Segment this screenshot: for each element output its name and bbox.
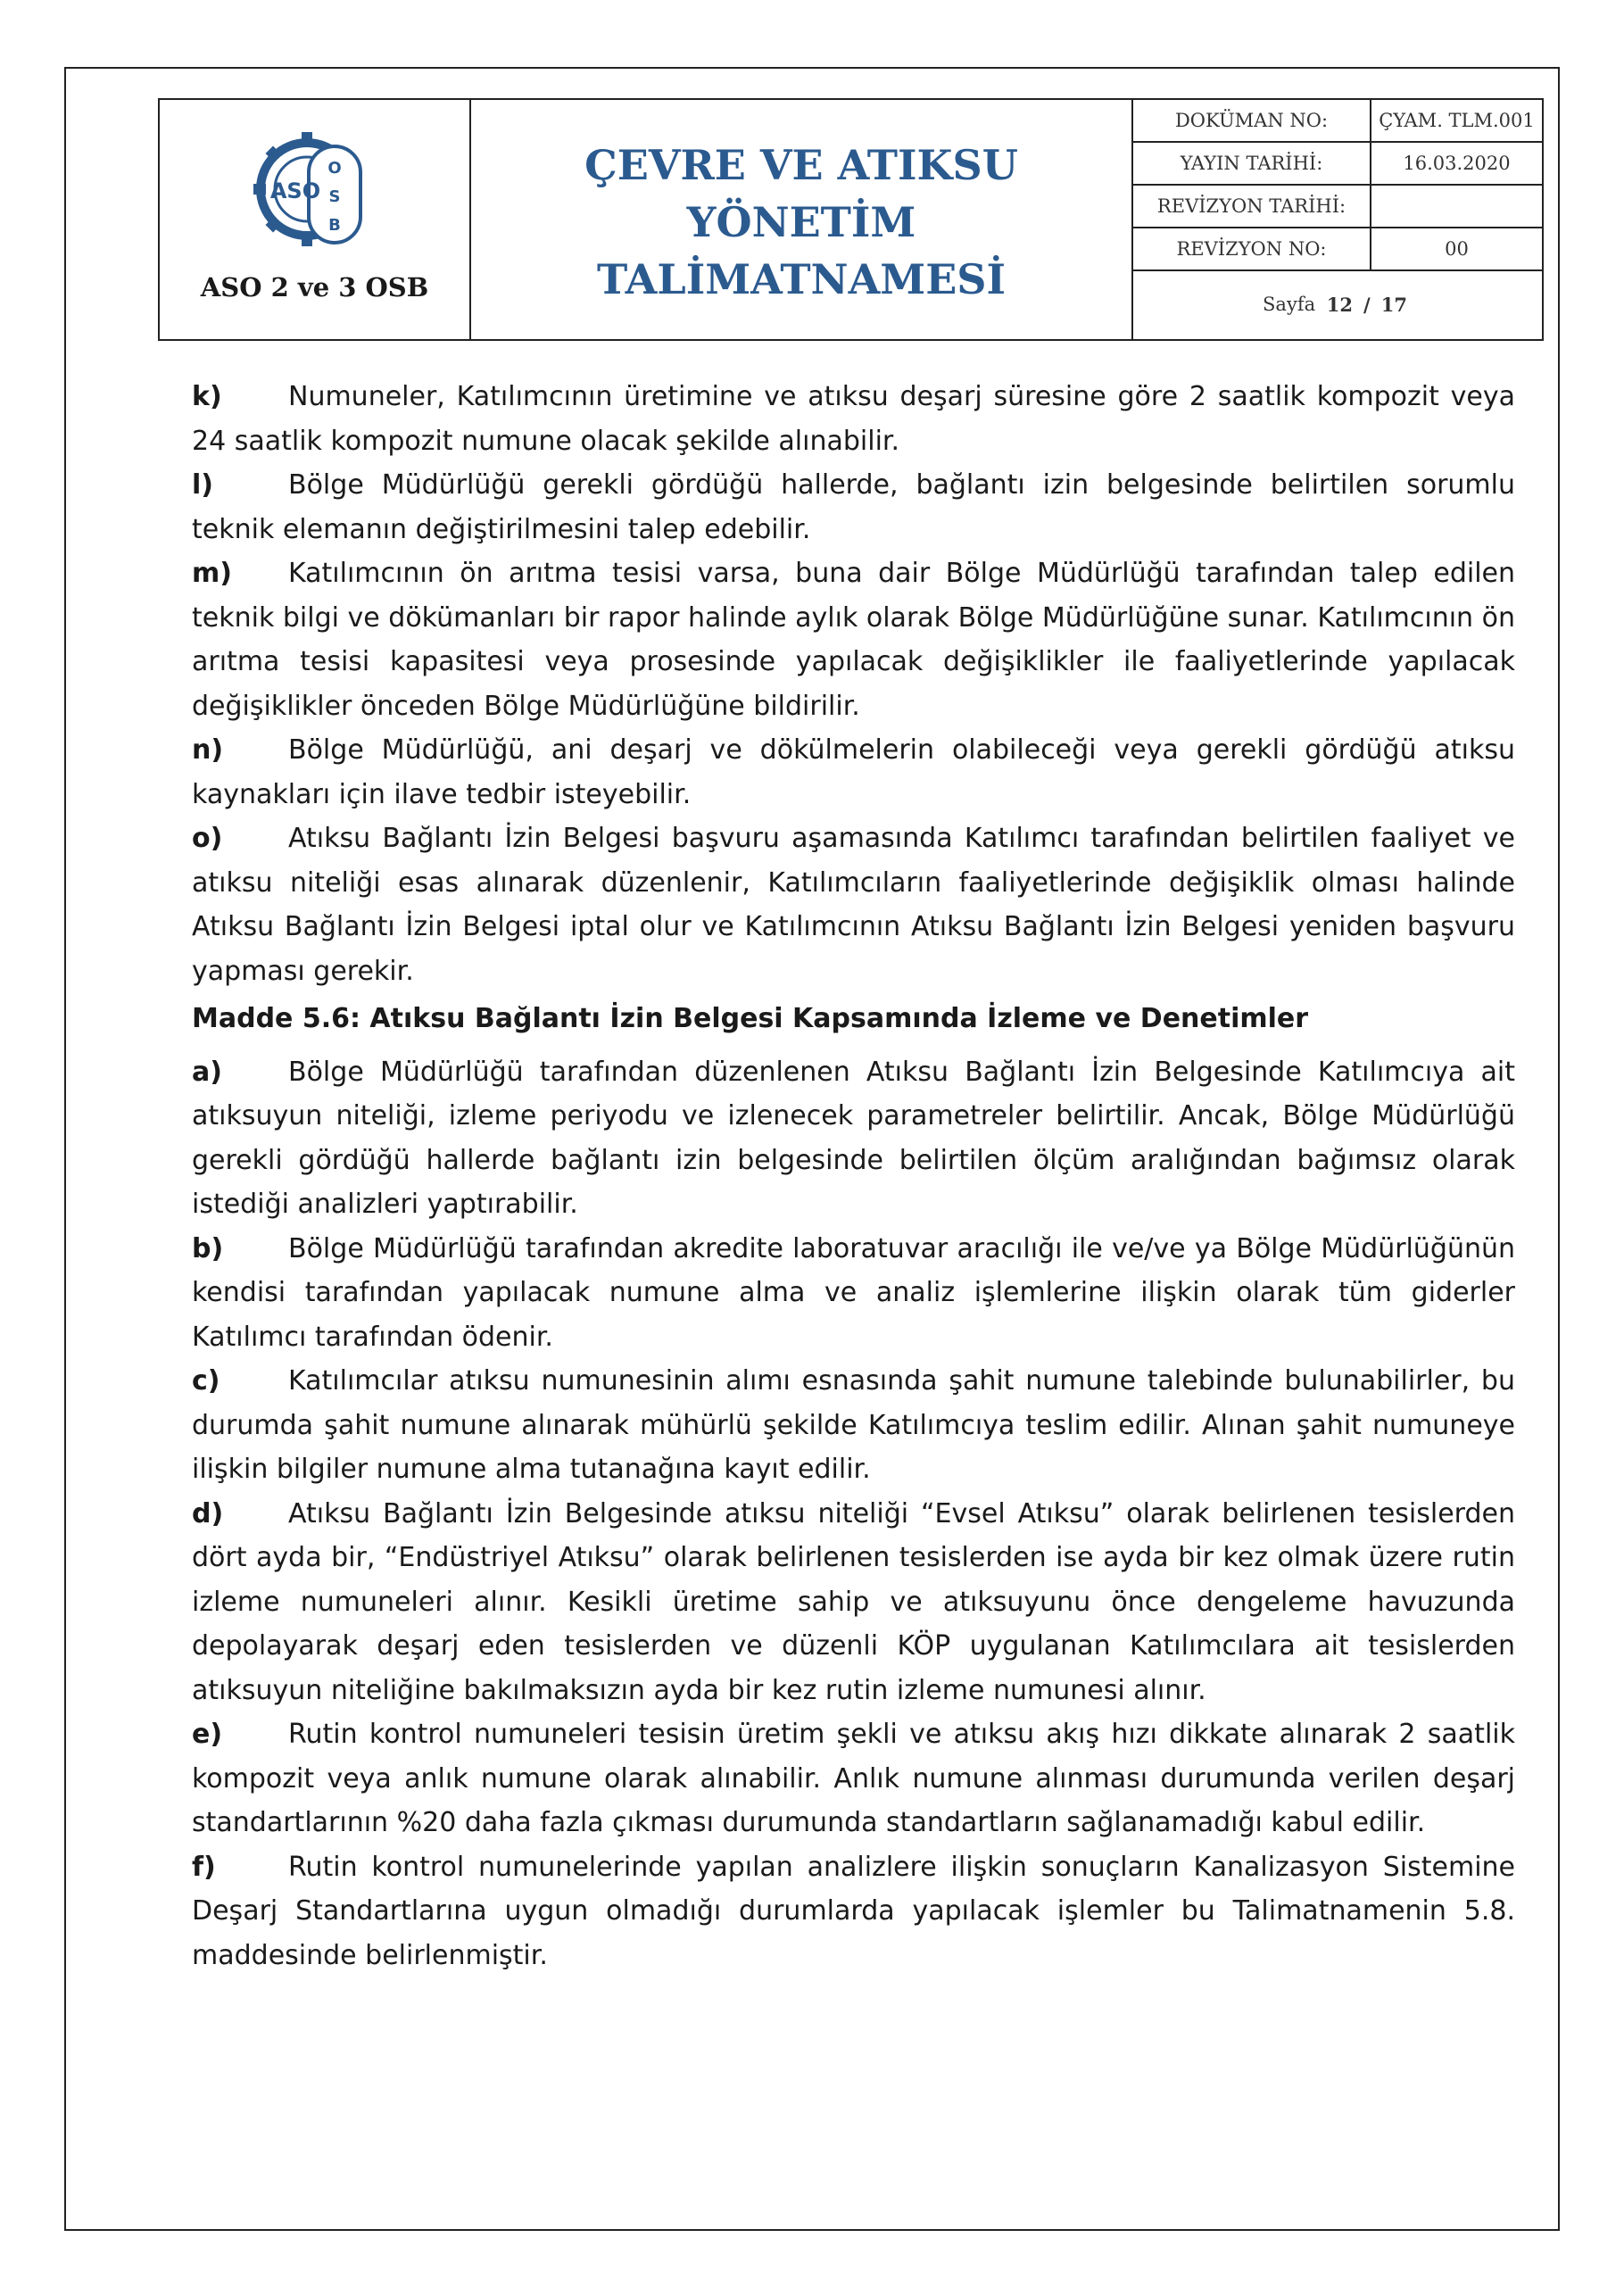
item-text: Atıksu Bağlantı İzin Belgesi başvuru aşamasında Katılımcı tarafından belirtilen faaliyet ve atıksu niteliği esas alınarak düzenlenir, Katılımcıların faaliyetlerinde değişiklik olması halinde Atıksu Bağlantı İzin Belgesi iptal olur ve Katılımcının Atıksu Bağlantı İzin Belgesi yeniden başvuru yapması gerekir. <box>192 823 1515 987</box>
page-separator: / <box>1363 293 1371 316</box>
item-marker: l) <box>192 469 213 501</box>
page-prefix: Sayfa <box>1263 294 1316 315</box>
list-item <box>192 816 1515 993</box>
list-item <box>192 1845 1515 1978</box>
title-cell <box>471 100 1133 339</box>
document-meta <box>1133 100 1542 339</box>
item-marker: m) <box>192 558 232 589</box>
item-marker: o) <box>192 823 223 854</box>
meta-row <box>1133 228 1542 270</box>
meta-label: DOKÜMAN NO: <box>1133 100 1371 142</box>
item-text: Bölge Müdürlüğü, ani deşarj ve dökülmelerin olabileceği veya gerekli gördüğü atıksu kaynakları için ilave tedbir isteyebilir. <box>192 734 1515 810</box>
list-item <box>192 1227 1515 1360</box>
page-current: 12 <box>1326 293 1354 316</box>
item-text: Bölge Müdürlüğü tarafından akredite laboratuvar aracılığı ile ve/ve ya Bölge Müdürlüğünün kendisi tarafından yapılacak numune alma ve analiz işlemlerine ilişkin olarak tüm giderler Katılımcı tarafından ödenir. <box>192 1232 1515 1353</box>
item-text: Bölge Müdürlüğü gerekli gördüğü hallerde, bağlantı izin belgesinde belirtilen sorumlu teknik elemanın değiştirilmesini talep edebilir. <box>192 469 1515 545</box>
list-item <box>192 375 1515 463</box>
item-marker: n) <box>192 734 224 766</box>
document-body <box>192 375 1515 1977</box>
item-marker: c) <box>192 1365 220 1397</box>
list-item <box>192 1359 1515 1492</box>
title-line-2: TALİMATNAMESİ <box>596 255 1007 303</box>
logo-aso-text: ASO <box>269 178 321 203</box>
item-marker: d) <box>192 1497 224 1529</box>
item-text: Numuneler, Katılımcının üretimine ve atıksu deşarj süresine göre 2 saatlik kompozit veya 24 saatlik kompozit numune olacak şekilde alınabilir. <box>192 381 1515 457</box>
item-text: Katılımcının ön arıtma tesisi varsa, buna dair Bölge Müdürlüğü tarafından talep edilen teknik bilgi ve dökümanları bir rapor halinde aylık olarak Bölge Müdürlüğüne sunar. Katılımcının ön arıtma tesisi kapasitesi veya prosesinde yapılacak değişiklikler ile faaliyetlerinde yapılacak değişiklikler önceden Bölge Müdürlüğüne bildirilir. <box>192 558 1515 722</box>
meta-row <box>1133 185 1542 228</box>
meta-label: REVİZYON NO: <box>1133 228 1371 270</box>
item-marker: k) <box>192 381 222 412</box>
list-item <box>192 1492 1515 1713</box>
page-total: 17 <box>1380 293 1407 316</box>
list-item <box>192 728 1515 816</box>
item-text: Rutin kontrol numunelerinde yapılan analizlere ilişkin sonuçların Kanalizasyon Sistemine Deşarj Standartlarına uygun olmadığı durumlarda yapılacak işlemler bu Talimatnamenin 5.8. maddesinde belirlenmiştir. <box>192 1851 1515 1971</box>
list-item <box>192 1050 1515 1227</box>
list-item <box>192 1712 1515 1845</box>
list-item <box>192 551 1515 728</box>
document-title <box>471 137 1131 308</box>
title-line-1: ÇEVRE VE ATIKSU YÖNETİM <box>584 141 1018 246</box>
meta-row <box>1133 142 1542 185</box>
page-number <box>1133 269 1542 339</box>
item-text: Rutin kontrol numuneleri tesisin üretim şekli ve atıksu akış hızı dikkate alınarak 2 saatlik kompozit veya anlık numune olarak alınabilir. Anlık numune alınması durumunda verilen deşarj standartlarının %20 daha fazla çıkması durumunda standartların sağlanamadığı kabul edilir. <box>192 1719 1515 1838</box>
item-text: Bölge Müdürlüğü tarafından düzenlenen Atıksu Bağlantı İzin Belgesinde Katılımcıya ait atıksuyun niteliği, izleme periyodu ve izlenecek parametreler belirtilir. Ancak, Bölge Müdürlüğü gerekli gördüğü hallerde bağlantı izin belgesinde belirtilen ölçüm aralığından bağımsız olarak istediği analizleri yaptırabilir. <box>192 1056 1515 1220</box>
item-marker: e) <box>192 1719 223 1750</box>
svg-text:O: O <box>327 159 342 178</box>
item-marker: f) <box>192 1851 216 1883</box>
svg-text:S: S <box>328 187 341 206</box>
aso-osb-logo <box>253 120 378 253</box>
item-marker: a) <box>192 1056 222 1088</box>
document-header <box>158 98 1544 341</box>
meta-value: 00 <box>1371 228 1542 270</box>
meta-label: YAYIN TARİHİ: <box>1133 142 1371 185</box>
svg-text:B: B <box>328 216 341 235</box>
item-text: Katılımcılar atıksu numunesinin alımı esnasında şahit numune talebinde bulunabilirler, bu durumda şahit numune alınarak mühürlü şekilde Katılımcıya teslim edilir. Alınan şahit numuneye ilişkin bilgiler numune alma tutanağına kayıt edilir. <box>192 1365 1515 1485</box>
list-item <box>192 463 1515 551</box>
org-name: ASO 2 ve 3 OSB <box>200 272 429 303</box>
item-marker: b) <box>192 1232 224 1264</box>
meta-value: ÇYAM. TLM.001 <box>1371 100 1542 142</box>
logo-cell <box>160 100 471 339</box>
item-text: Atıksu Bağlantı İzin Belgesinde atıksu niteliği “Evsel Atıksu” olarak belirlenen tesislerden dört ayda bir, “Endüstriyel Atıksu” olarak belirlenen tesislerden ise ayda bir kez olmak üzere rutin izleme numuneleri alınır. Kesikli üretime sahip ve atıksuyunu önce dengeleme havuzunda depolayarak deşarj eden tesislerden ve düzenli KÖP uygulanan Katılımcılara ait tesislerden atıksuyun niteliğine bakılmaksızın ayda bir kez rutin izleme numunesi alınır. <box>192 1497 1515 1706</box>
meta-row <box>1133 100 1542 142</box>
meta-value <box>1371 185 1542 228</box>
meta-label: REVİZYON TARİHİ: <box>1133 185 1371 228</box>
meta-value: 16.03.2020 <box>1371 142 1542 185</box>
section-heading: Madde 5.6: Atıksu Bağlantı İzin Belgesi Kapsamında İzleme ve Denetimler <box>192 1003 1309 1034</box>
meta-table <box>1133 100 1542 271</box>
